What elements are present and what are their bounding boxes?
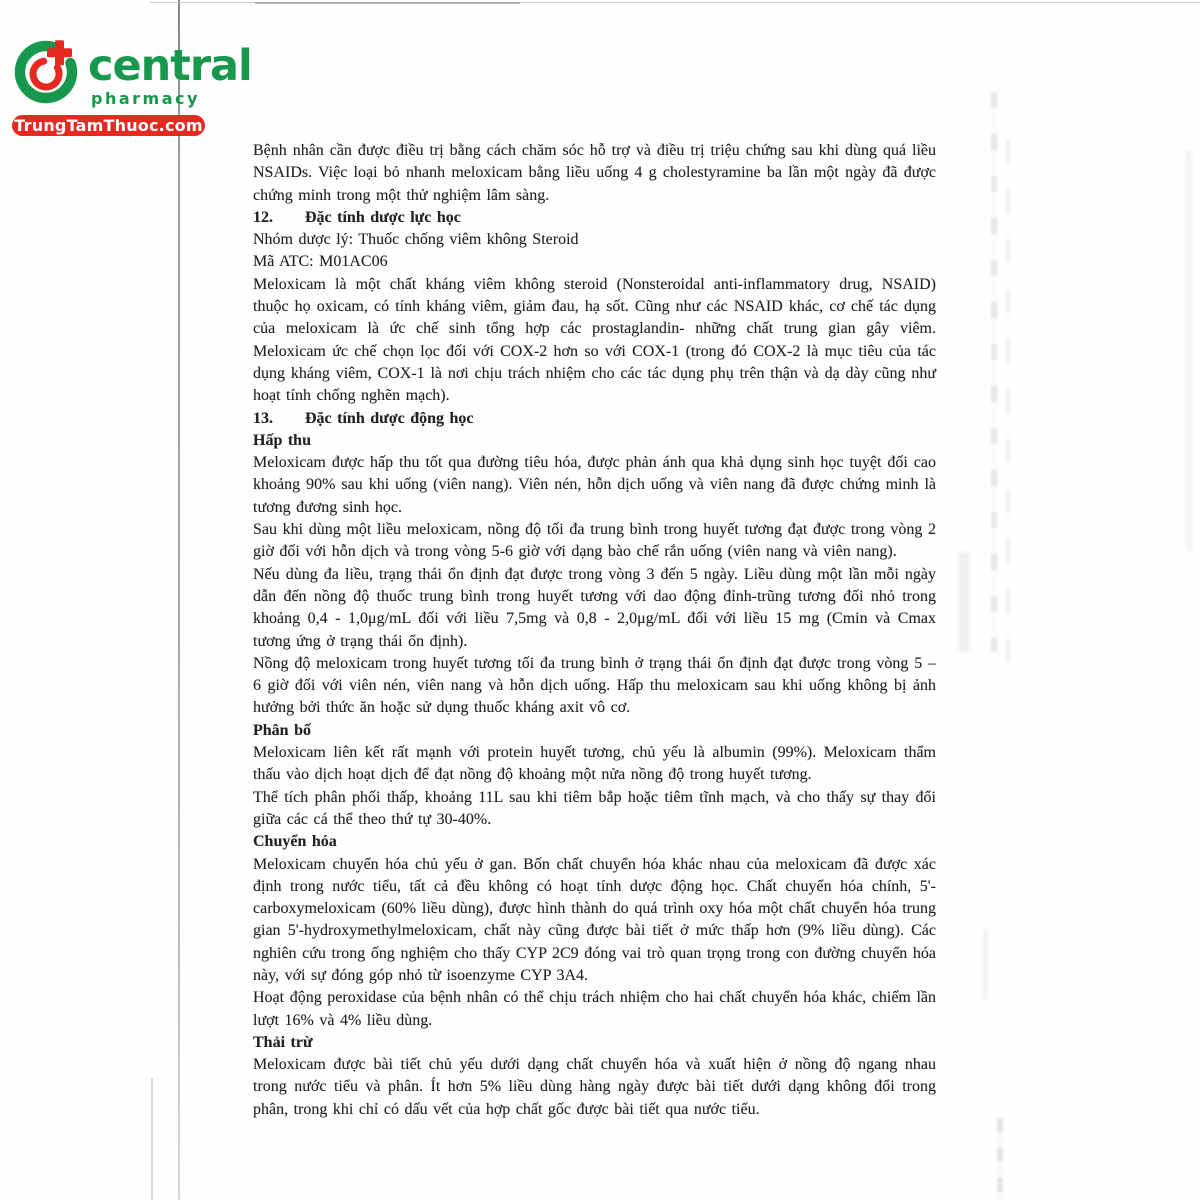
- scan-streak: [983, 930, 988, 1000]
- info-line: Mã ATC: M01AC06: [253, 253, 388, 271]
- scan-streak: [1006, 140, 1010, 670]
- paragraph: Meloxicam được hấp thu tốt qua đường tiêu hóa, được phản ánh qua khả dụng sinh học tuyệt đối cao khoảng 90% sau khi uống (viên nang). Viên nén, hỗn dịch uống và viên nang đã được chứng minh là tương đương sinh học.: [253, 454, 936, 516]
- paragraph: Meloxicam liên kết rất mạnh với protein huyết tương, chủ yếu là albumin (99%). Meloxicam thẩm thấu vào dịch hoạt dịch để đạt nồng độ khoảng một nửa nồng độ trong huyết tương.: [253, 744, 936, 784]
- central-pharmacy-logo: [10, 32, 252, 144]
- scan-page-edge-line-bottom: [151, 1078, 153, 1200]
- subsection-heading: Thải trừ: [253, 1033, 313, 1051]
- scan-top-edge-dark-segment: [255, 2, 520, 4]
- scan-page-edge-line: [178, 0, 180, 1200]
- scan-streak: [997, 1118, 1003, 1200]
- paragraph: Meloxicam được bài tiết chủ yếu dưới dạng chất chuyển hóa và xuất hiện ở nồng độ ngang nhau trong nước tiểu và phân. Ít hơn 5% liều dùng hàng ngày được bài tiết dưới dạng không đổi trong phân, trong khi chỉ có dấu vết của hợp chất gốc được bài tiết qua nước tiểu.: [253, 1056, 936, 1118]
- paragraph: Bệnh nhân cần được điều trị bằng cách chăm sóc hỗ trợ và điều trị triệu chứng sau khi dùng quá liều NSAIDs. Việc loại bỏ nhanh meloxicam bằng liều uống 4 g cholestyramine ba lần một ngày đã được chứng minh trong một thử nghiệm lâm sàng.: [253, 142, 936, 204]
- section-title: Đặc tính dược lực học: [305, 208, 461, 226]
- info-line: Nhóm dược lý: Thuốc chống viêm không Steroid: [253, 231, 579, 249]
- section-number: 13.: [253, 409, 273, 427]
- central-pharmacy-c-icon: [10, 32, 90, 117]
- paragraph: Nếu dùng đa liều, trạng thái ổn định đạt được trong vòng 3 đến 5 ngày. Liều dùng một lần mỗi ngày dẫn đến nồng độ thuốc trung bình trong huyết tương với dao động đỉnh-trũng tương đối nhỏ trong khoảng 0,4 - 1,0μg/mL đối với liều 7,5mg và 0,8 - 2,0μg/mL đối với liều 15 mg (Cmin và Cmax tương ứng ở trạng thái ổn định).: [253, 565, 936, 650]
- section-heading: [253, 408, 936, 430]
- subsection-heading: Phân bố: [253, 721, 311, 739]
- document-text-body: [253, 140, 936, 1121]
- section-title: Đặc tính dược động học: [305, 409, 474, 427]
- subsection-heading: Chuyển hóa: [253, 833, 337, 851]
- logo-website-badge: TrungTamThuoc.com: [12, 115, 205, 136]
- logo-tagline-text: pharmacy: [91, 89, 200, 108]
- paragraph: Hoạt động peroxidase của bệnh nhân có thể chịu trách nhiệm cho hai chất chuyển hóa khác, chiếm lần lượt 16% và 4% liều dùng.: [253, 989, 936, 1029]
- logo-brand-text: central: [88, 41, 252, 91]
- scan-streak: [1186, 150, 1192, 550]
- paragraph: Thể tích phân phối thấp, khoảng 11L sau khi tiêm bắp hoặc tiêm tĩnh mạch, và cho thấy sự thay đổi giữa các cá thể theo thứ tự 30-40%.: [253, 788, 936, 828]
- section-heading: [253, 207, 936, 229]
- paragraph: Nồng độ meloxicam trong huyết tương tối đa trung bình ở trạng thái ổn định đạt được trong vòng 5 – 6 giờ đối với viên nén, viên nang và hỗn dịch uống. Hấp thu meloxicam sau khi uống không bị ảnh hưởng bởi thức ăn hoặc sử dụng thuốc kháng axit vô cơ.: [253, 654, 936, 717]
- scan-streak: [991, 92, 997, 652]
- paragraph: Sau khi dùng một liều meloxicam, nồng độ tối đa trung bình trong huyết tương đạt được trong vòng 2 giờ đối với hỗn dịch và trong vòng 5-6 giờ với dạng bào chế rắn uống (viên nang và viên nang).: [253, 521, 936, 561]
- subsection-heading: Hấp thu: [253, 431, 311, 449]
- paragraph: Meloxicam chuyển hóa chủ yếu ở gan. Bốn chất chuyển hóa khác nhau của meloxicam đã được xác định trong nước tiểu, tất cả đều không có hoạt tính dược động học. Chất chuyển hóa chính, 5'-carboxymeloxicam (60% liều dùng), được hình thành do quá trình oxy hóa một chất chuyển hóa trung gian 5'-hydroxymethylmeloxicam, chất này cũng được bài tiết ở mức thấp hơn (9% liều dùng). Các nghiên cứu trong ống nghiệm cho thấy CYP 2C9 đóng vai trò quan trọng trong con đường chuyển hóa này, với sự đóng góp nhỏ từ isoenzyme CYP 3A4.: [253, 855, 936, 984]
- paragraph: Meloxicam là một chất kháng viêm không steroid (Nonsteroidal anti-inflammatory drug, NSAID) thuộc họ oxicam, có tính kháng viêm, giảm đau, hạ sốt. Cũng như các NSAID khác, cơ chế tác dụng của meloxicam là ức chế sinh tổng hợp các prostaglandin- những chất trung gian gây viêm. Meloxicam ức chế chọn lọc đối với COX-2 hơn so với COX-1 (trong đó COX-2 là mục tiêu của tác dụng kháng viêm, COX-1 là nơi chịu trách nhiệm cho các tác dụng phụ trên thận và dạ dày cũng như hoạt tính chống nghẽn mạch).: [253, 275, 936, 405]
- scan-streak: [958, 552, 970, 652]
- section-number: 12.: [253, 208, 273, 226]
